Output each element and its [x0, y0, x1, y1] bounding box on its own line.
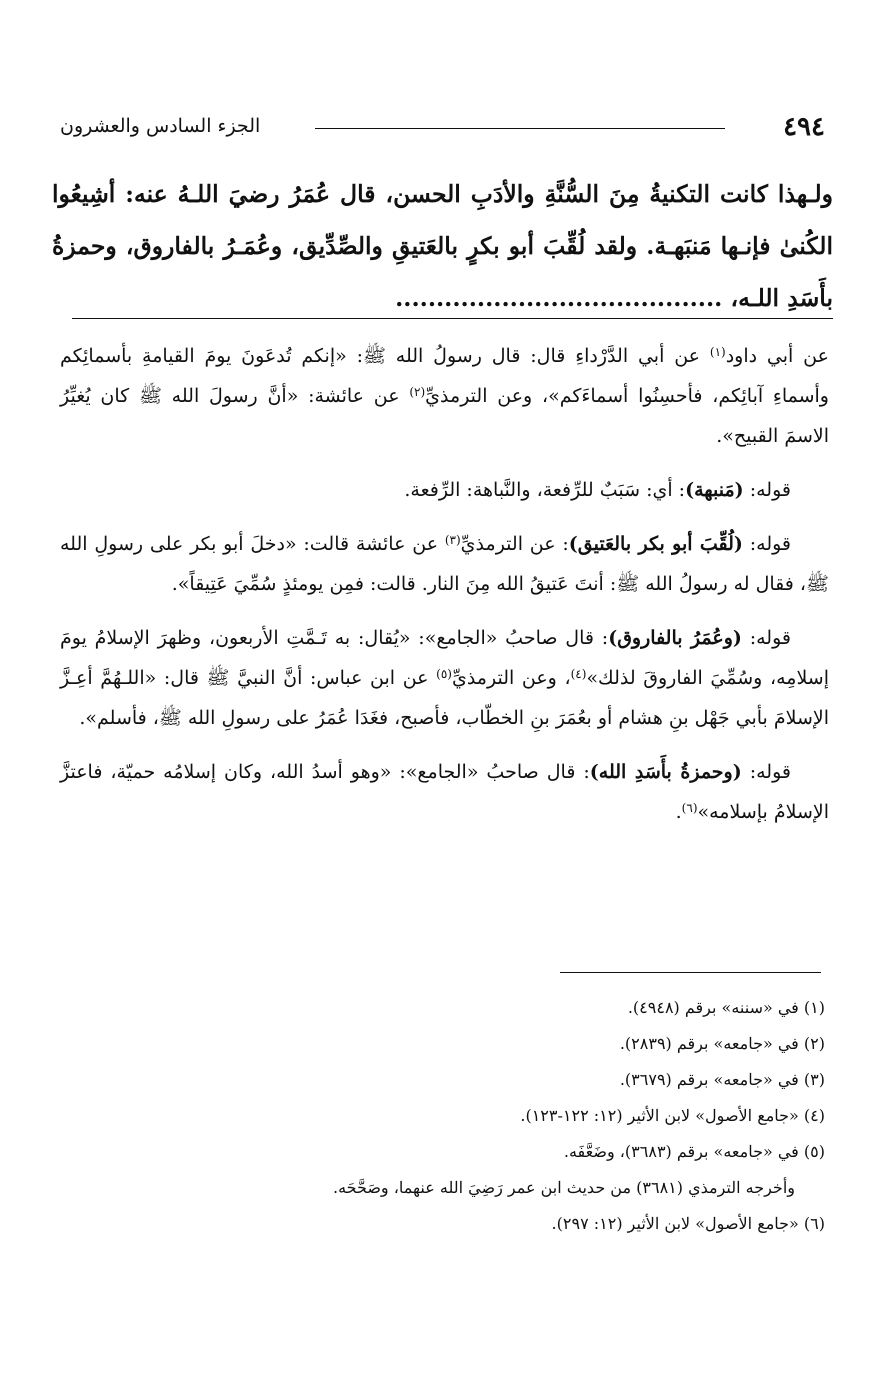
page-header: [60, 112, 825, 146]
commentary-text: : عن الترمذيِّ: [460, 533, 569, 555]
main-text-body: ولـهذا كانت التكنيةُ مِنَ السُّنَّةِ والأدَبِ الحسن، قال عُمَرُ رضيَ اللـهُ عنه: أشِيعُوا الكُنىٰ فإنـها مَنبَهـة. ولقد لُقِّبَ أبو بكرٍ بالعَتيقِ والصِّدِّيق، وعُمَـرُ بالفاروق، وحمزةُ بأَسَدِ اللـه،: [52, 180, 833, 312]
page-number: ٤٩٤: [783, 112, 825, 142]
footnote: (٦) «جامع الأصول» لابن الأثير (١٢: ٢٩٧).: [551, 1214, 825, 1233]
commentary-term: (وحمزةُ بأَسَدِ الله): [589, 761, 742, 783]
main-text-dots: ........................................: [395, 284, 723, 312]
commentary-text: ، وعن الترمذيِّ: [451, 667, 571, 689]
footnote-continuation: وأخرجه الترمذي (٣٦٨١) من حديث ابن عمر رَضِيَ الله عنهما، وصَحَّحَه.: [333, 1178, 795, 1197]
commentary-text: عن عائشة قالت: «دخلَ أبو بكر على رسولِ الله ﷺ، فقال له رسولُ الله ﷺ: أنتَ عَتيقُ الله مِنَ النار. قالت: فمِن يومئذٍ سُمِّيَ عَتِيقاً».: [60, 533, 829, 595]
commentary-term: (مَنبهة): [685, 479, 744, 501]
footnote: (٥) في «جامعه» برقم (٣٦٨٣)، وضَعَّفَه.: [563, 1142, 825, 1161]
commentary-text: : قال صاحبُ «الجامع»: «يُقال: به تَـمَّتِ الأربعون، وظهرَ الإسلامُ يومَ إسلامِه، وسُمِّيَ الفاروقَ لذلك»: [60, 627, 829, 689]
main-text-separator: [72, 318, 833, 319]
header-rule: [315, 128, 725, 129]
commentary-lead: قوله:: [742, 533, 792, 555]
commentary-paragraph: [60, 336, 829, 456]
commentary-paragraph: [60, 752, 829, 832]
footnote-ref: (٢): [409, 385, 426, 399]
footnote-ref: (١): [709, 345, 726, 359]
commentary-lead: قوله:: [743, 479, 791, 501]
footnote: (١) في «سننه» برقم (٤٩٤٨).: [627, 998, 825, 1017]
commentary-text: عن أبي داود: [725, 345, 829, 367]
footnotes: [60, 990, 825, 1242]
footnote: (٤) «جامع الأصول» لابن الأثير (١٢: ١٢٢-١٢٣).: [520, 1106, 825, 1125]
commentary-text: عن أبي الدَّرْداءِ قال: قال رسولُ الله ﷺ: «إنكم تُدعَونَ يومَ القيامةِ بأسمائِكم وأسماءِ آبائِكم، فأحسِنُوا أسماءَكم»، وعن الترمذيِّ: [60, 345, 829, 407]
commentary-lead: قوله:: [741, 627, 791, 649]
commentary-text: .: [675, 801, 682, 823]
footnote-ref: (٦): [681, 801, 698, 815]
commentary-lead: قوله:: [741, 761, 791, 783]
commentary-text: : أي: سَبَبٌ للرِّفعة، والنَّباهة: الرِّفعة.: [404, 479, 686, 501]
commentary-paragraph: [60, 524, 829, 604]
commentary-paragraph: [60, 470, 829, 510]
commentary-text: : قال صاحبُ «الجامع»: «وهو أسدُ الله، وكان إسلامُه حميّة، فاعتزَّ الإسلامُ بإسلامه»: [60, 761, 829, 823]
footnote: (٢) في «جامعه» برقم (٢٨٣٩).: [619, 1034, 825, 1053]
main-text: [52, 168, 833, 324]
volume-title: الجزء السادس والعشرون: [60, 115, 261, 137]
commentary-term: (وعُمَرُ بالفاروق): [608, 627, 742, 649]
footnote: (٣) في «جامعه» برقم (٣٦٧٩).: [619, 1070, 825, 1089]
commentary-text: عن ابن عباس: أنَّ النبيَّ ﷺ قال: «اللـهُمَّ أعِـزَّ الإسلامَ بأبي جَهْل بنِ هشام أو بعُمَرَ بنِ الخطّاب، فأصبح، فغَدَا عُمَرُ على رسولِ الله ﷺ، فأسلم».: [60, 667, 829, 729]
commentary: [60, 336, 829, 846]
footnote-ref: (٤): [570, 667, 587, 681]
footnote-ref: (٥): [436, 667, 452, 681]
footnote-separator: [560, 972, 821, 973]
commentary-paragraph: [60, 618, 829, 738]
footnote-ref: (٣): [444, 533, 461, 547]
commentary-text: عن عائشة: «أنَّ رسولَ الله ﷺ كان يُغيِّرُ الاسمَ القبيح».: [60, 385, 829, 447]
commentary-term: (لُقِّبَ أبو بكر بالعَتيق): [568, 533, 743, 555]
